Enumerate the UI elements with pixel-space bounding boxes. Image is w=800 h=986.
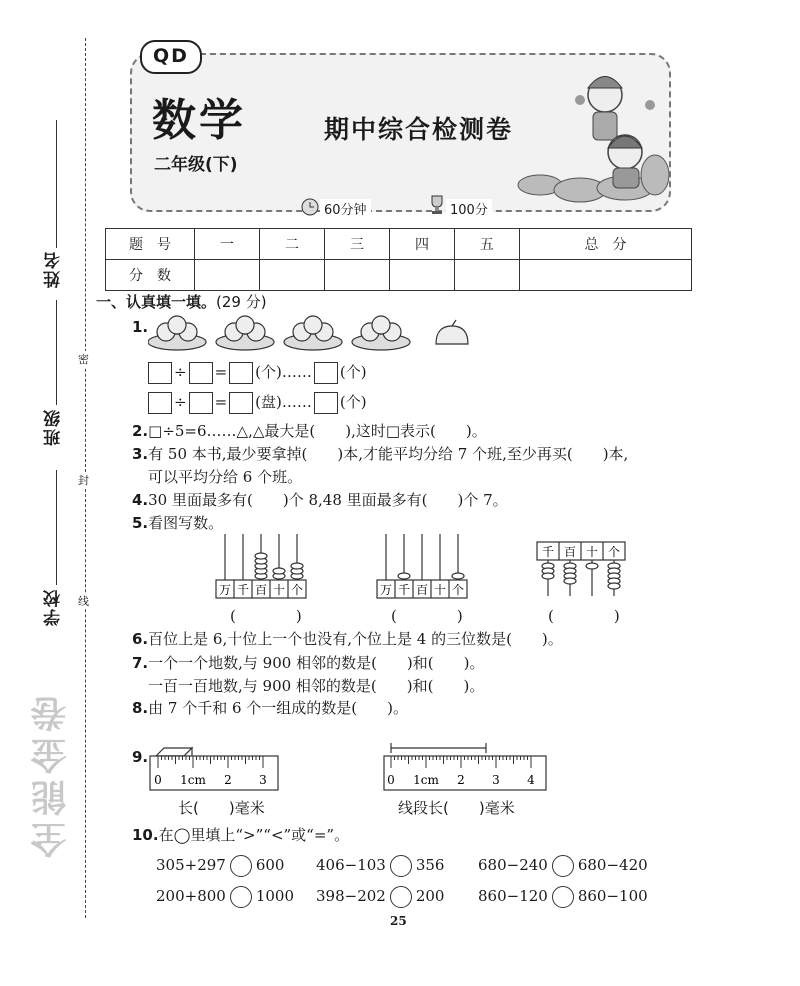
answer-box[interactable]: [229, 392, 253, 414]
peach-plates-illustration: [148, 312, 488, 354]
score-cell[interactable]: [259, 260, 324, 291]
score-header-cell: 四: [389, 229, 454, 260]
compare-item: 860−120 860−100: [478, 886, 648, 908]
abacus-1-answer[interactable]: ( ): [230, 607, 302, 625]
compare-circle[interactable]: [230, 855, 252, 877]
score-header-cell: 总 分: [519, 229, 691, 260]
abacus-label: 千: [236, 583, 250, 597]
school-label: 学校: [44, 588, 64, 626]
abacus-2: [376, 534, 472, 600]
ruler-tick-label: 1cm: [413, 773, 439, 787]
clock-icon: [300, 198, 320, 216]
abacus-label: 个: [607, 545, 621, 559]
name-blank-line: [56, 120, 57, 248]
q1-number: 1.: [132, 318, 149, 336]
brand-watermark: 全能金卷: [31, 690, 72, 858]
answer-box[interactable]: [314, 362, 338, 384]
ruler-tick-label: 0: [387, 773, 395, 787]
abacus-2-answer[interactable]: ( ): [391, 607, 463, 625]
compare-item: 305+297 600: [156, 855, 284, 877]
question-10: 10.在◯里填上“>”“<”或“=”。: [132, 826, 350, 844]
answer-box[interactable]: [148, 392, 172, 414]
seal-char-xian: 线: [78, 595, 89, 608]
ruler-tick-label: 3: [259, 773, 267, 787]
section-title: 一、认真填一填。(29 分): [96, 293, 267, 311]
page-number: 25: [390, 914, 407, 928]
total-score: 100分: [446, 199, 492, 218]
qd-badge: QD: [140, 40, 202, 74]
abacus-1: [215, 534, 311, 600]
q1-equation-1: ÷ = (个)…… (个): [146, 361, 367, 384]
abacus-label: 千: [397, 583, 411, 597]
abacus-label: 十: [433, 583, 447, 597]
score-header-cell: 题 号: [106, 229, 195, 260]
score-row-label: 分 数: [106, 260, 195, 291]
question-6: 6.百位上是 6,十位上一个也没有,个位上是 4 的三位数是( )。: [132, 630, 563, 648]
answer-box[interactable]: [189, 392, 213, 414]
ruler-2-caption[interactable]: 线段长( )毫米: [398, 799, 515, 817]
abacus-label: 百: [563, 545, 577, 559]
question-2: 2.□÷5=6……△,△最大是( ),这时□表示( )。: [132, 422, 487, 440]
class-blank-line: [56, 300, 57, 405]
q1-equation-2: ÷ = (盘)…… (个): [146, 391, 367, 414]
score-header-cell: 三: [324, 229, 389, 260]
compare-circle[interactable]: [390, 886, 412, 908]
compare-item: 680−240 680−420: [478, 855, 648, 877]
compare-item: 406−103 356: [316, 855, 444, 877]
abacus-3-answer[interactable]: ( ): [548, 607, 620, 625]
name-label: 姓名: [44, 250, 64, 288]
abacus-label: 十: [585, 545, 599, 559]
score-cell[interactable]: [454, 260, 519, 291]
abacus-label: 千: [541, 545, 555, 559]
abacus-label: 万: [379, 583, 393, 597]
kids-illustration: [510, 60, 670, 208]
answer-box[interactable]: [148, 362, 172, 384]
seal-char-feng: 封: [78, 474, 89, 487]
abacus-label: 百: [415, 583, 429, 597]
answer-box[interactable]: [189, 362, 213, 384]
score-table: [105, 228, 692, 291]
compare-circle[interactable]: [390, 855, 412, 877]
compare-item: 398−202 200: [316, 886, 444, 908]
exam-title: 期中综合检测卷: [324, 115, 514, 144]
section-points: (29 分): [216, 293, 267, 311]
compare-item: 200+800 1000: [156, 886, 294, 908]
score-cell[interactable]: [389, 260, 454, 291]
question-4: 4.30 里面最多有( )个 8,48 里面最多有( )个 7。: [132, 491, 508, 509]
abacus-label: 万: [218, 583, 232, 597]
school-blank-line: [56, 470, 57, 585]
abacus-label: 百: [254, 583, 268, 597]
abacus-label: 个: [451, 583, 465, 597]
abacus-label: 十: [272, 583, 286, 597]
score-header-cell: 一: [195, 229, 260, 260]
seal-char-mi: 密: [78, 353, 89, 366]
compare-circle[interactable]: [230, 886, 252, 908]
trophy-icon: [428, 194, 446, 216]
question-7: 7.一个一个地数,与 900 相邻的数是( )和( )。: [132, 654, 485, 672]
score-cell[interactable]: [195, 260, 260, 291]
answer-box[interactable]: [229, 362, 253, 384]
q9-number: 9.: [132, 748, 149, 766]
ruler-1-caption[interactable]: 长( )毫米: [178, 799, 265, 817]
score-cell[interactable]: [324, 260, 389, 291]
compare-circle[interactable]: [552, 886, 574, 908]
ruler-tick-label: 4: [527, 773, 535, 787]
ruler-tick-label: 2: [224, 773, 232, 787]
question-7-line2: 一百一百地数,与 900 相邻的数是( )和( )。: [148, 677, 485, 695]
score-header-cell: 五: [454, 229, 519, 260]
score-header-cell: 二: [259, 229, 324, 260]
question-3: 3.有 50 本书,最少要拿掉( )本,才能平均分给 7 个班,至少再买( )本,: [132, 445, 629, 463]
compare-circle[interactable]: [552, 855, 574, 877]
grade-label: 二年级(下): [154, 155, 238, 175]
ruler-tick-label: 3: [492, 773, 500, 787]
ruler-tick-label: 0: [154, 773, 162, 787]
score-cell[interactable]: [519, 260, 691, 291]
ruler-with-segment: [383, 740, 549, 794]
answer-box[interactable]: [314, 392, 338, 414]
subject-title: 数学: [152, 95, 246, 146]
class-label: 班级: [44, 408, 64, 446]
abacus-label: 个: [290, 583, 304, 597]
ruler-tick-label: 1cm: [180, 773, 206, 787]
question-3-cont: 可以平均分给 6 个班。: [148, 468, 303, 486]
ruler-tick-label: 2: [457, 773, 465, 787]
question-8: 8.由 7 个千和 6 个一组成的数是( )。: [132, 699, 409, 717]
time-limit: 60分钟: [320, 199, 371, 218]
ruler-with-cube: [148, 722, 283, 794]
question-5: 5.看图写数。: [132, 514, 224, 532]
abacus-3: [535, 534, 631, 600]
